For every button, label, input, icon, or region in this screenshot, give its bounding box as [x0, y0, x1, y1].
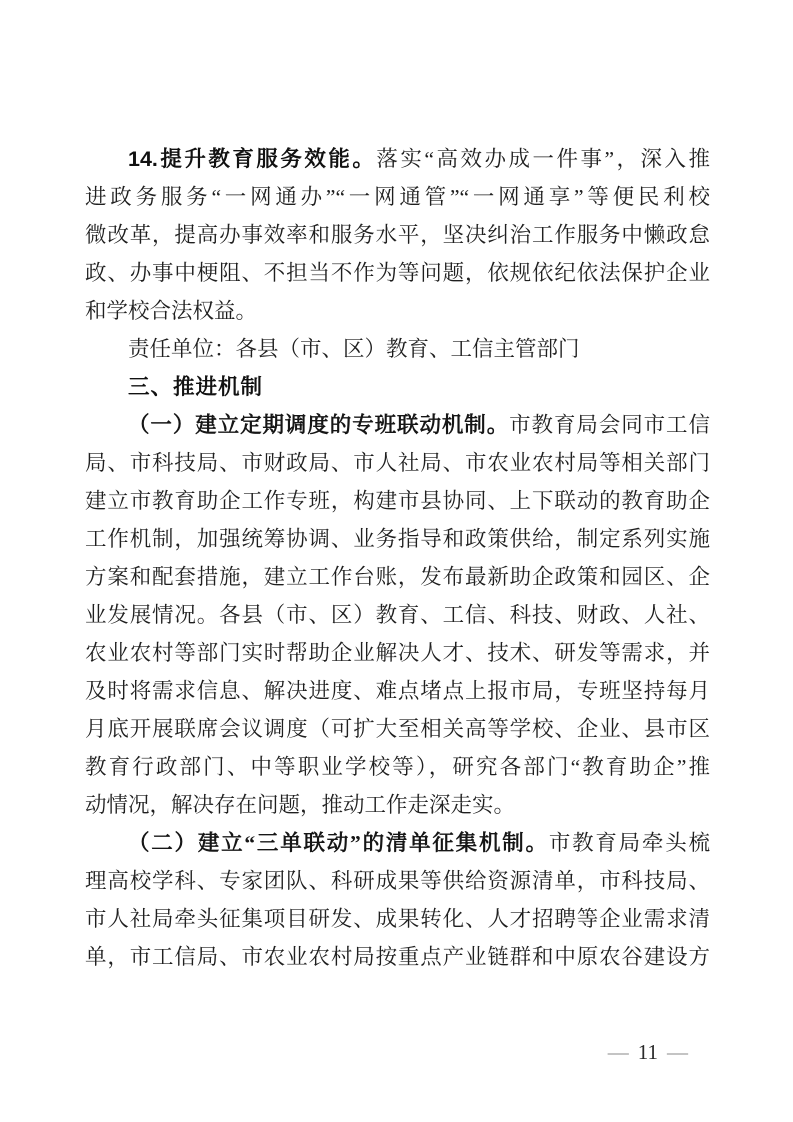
item1-line6 [85, 596, 710, 634]
bold-text-segment: 14.提升教育服务效能。 [128, 147, 377, 171]
text-segment: 单，市工信局、市农业农村局按重点产业链群和中原农谷建设方 [85, 945, 710, 969]
item1-line11 [85, 786, 710, 824]
para14-line2 [85, 178, 710, 216]
text-segment: 农业农村等部门实时帮助企业解决人才、技术、研发等需求，并 [85, 641, 710, 665]
page-number-left-dash: — [607, 1040, 629, 1064]
kai-text-segment: （二）建立“三单联动”的清单征集机制。 [128, 831, 549, 855]
item1-line8 [85, 672, 710, 710]
item1-line5 [85, 558, 710, 596]
text-segment: 月底开展联席会议调度（可扩大至相关高等学校、企业、县市区 [85, 717, 710, 741]
text-segment: 及时将需求信息、解决进度、难点堵点上报市局，专班坚持每月 [85, 679, 710, 703]
item2-line4 [85, 938, 710, 976]
para14-line4 [85, 254, 710, 292]
page-number-right-dash: — [667, 1040, 688, 1064]
item1-line3 [85, 482, 710, 520]
text-segment: 业发展情况。各县（市、区）教育、工信、科技、财政、人社、 [85, 603, 710, 627]
para14-line5 [85, 292, 710, 330]
text-segment: 理高校学科、专家团队、科研成果等供给资源清单，市科技局、 [85, 869, 710, 893]
item1-line2 [85, 444, 710, 482]
item1-line7 [85, 634, 710, 672]
text-segment: 教育行政部门、中等职业学校等），研究各部门“教育助企”推 [85, 755, 710, 779]
text-segment: 局、市科技局、市财政局、市人社局、市农业农村局等相关部门 [85, 451, 710, 475]
page-number-value: 11 [637, 1040, 658, 1064]
item1-line4 [85, 520, 710, 558]
text-segment: 动情况，解决存在问题，推动工作走深走实。 [85, 793, 516, 817]
text-segment: 责任单位：各县（市、区）教育、工信主管部门 [128, 337, 580, 361]
text-segment: 工作机制，加强统筹协调、业务指导和政策供给，制定系列实施 [85, 527, 710, 551]
item2-line1 [85, 824, 710, 862]
text-segment: 市教育局牵头梳 [548, 831, 710, 855]
text-segment: 市人社局牵头征集项目研发、成果转化、人才招聘等企业需求清 [85, 907, 710, 931]
responsible-unit-line [85, 330, 710, 368]
text-body [85, 140, 710, 976]
heading-text-segment: 三、推进机制 [128, 375, 264, 399]
item1-line9 [85, 710, 710, 748]
text-segment: 和学校合法权益。 [85, 299, 258, 323]
para14-line3 [85, 216, 710, 254]
item1-line1 [85, 406, 710, 444]
text-segment: 政、办事中梗阻、不担当不作为等问题，依规依纪依法保护企业 [85, 261, 710, 285]
section-heading [85, 368, 710, 406]
page-number [599, 1038, 697, 1066]
text-segment: 市教育局会同市工信 [509, 413, 710, 437]
kai-text-segment: （一）建立定期调度的专班联动机制。 [128, 413, 510, 437]
text-segment: 进政务服务“一网通办”“一网通管”“一网通享”等便民利校 [85, 185, 710, 209]
item2-line3 [85, 900, 710, 938]
text-segment: 微改革，提高办事效率和服务水平，坚决纠治工作服务中懒政怠 [85, 223, 710, 247]
para14-line1 [85, 140, 710, 178]
text-segment: 建立市教育助企工作专班，构建市县协同、上下联动的教育助企 [85, 489, 710, 513]
item2-line2 [85, 862, 710, 900]
text-segment: 落实“高效办成一件事”，深入推 [376, 147, 710, 171]
text-segment: 方案和配套措施，建立工作台账，发布最新助企政策和园区、企 [85, 565, 710, 589]
item1-line10 [85, 748, 710, 786]
